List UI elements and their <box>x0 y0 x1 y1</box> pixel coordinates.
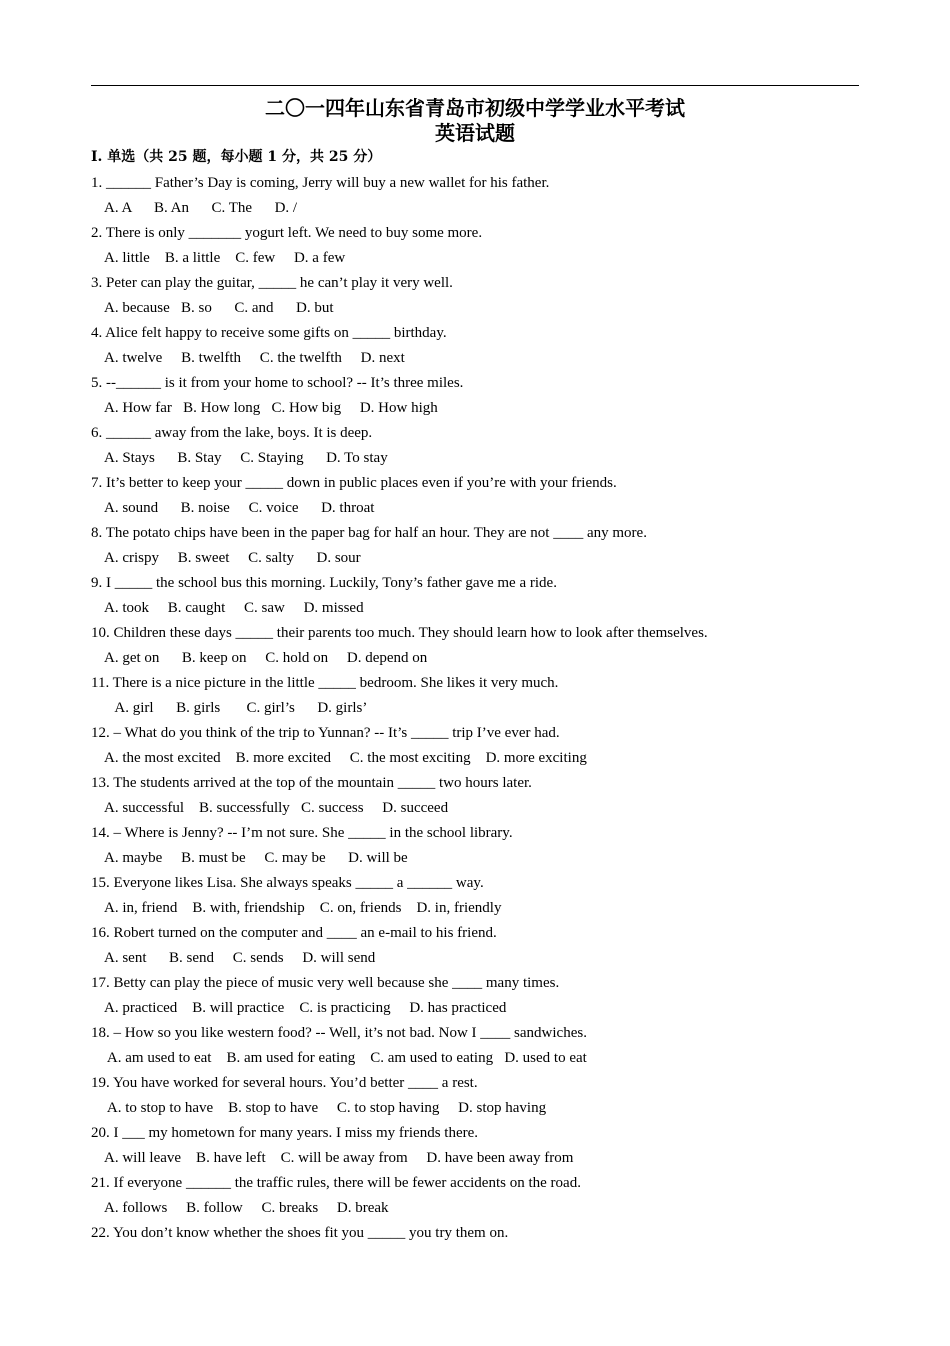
question-list <box>91 171 891 1271</box>
question-options: A. A B. An C. The D. / <box>104 200 298 216</box>
question-item <box>91 721 891 771</box>
header-rule <box>91 85 859 86</box>
question-options: A. practiced B. will practice C. is practicing D. has practiced <box>104 1000 507 1016</box>
question-item <box>91 671 891 721</box>
question-stem: 13. The students arrived at the top of the mountain _____ two hours later. <box>91 775 532 791</box>
question-options: A. because B. so C. and D. but <box>104 300 334 316</box>
question-stem: 4. Alice felt happy to receive some gifts on _____ birthday. <box>91 325 447 341</box>
question-stem: 16. Robert turned on the computer and ____ an e-mail to his friend. <box>91 925 497 941</box>
question-item <box>91 521 891 571</box>
question-stem: 12. – What do you think of the trip to Yunnan? -- It’s _____ trip I’ve ever had. <box>91 725 560 741</box>
question-item <box>91 1171 891 1221</box>
question-options: A. in, friend B. with, friendship C. on, friends D. in, friendly <box>104 900 502 916</box>
question-stem: 3. Peter can play the guitar, _____ he can’t play it very well. <box>91 275 453 291</box>
question-item <box>91 271 891 321</box>
question-options: A. Stays B. Stay C. Staying D. To stay <box>104 450 388 466</box>
question-stem: 15. Everyone likes Lisa. She always speaks _____ a ______ way. <box>91 875 484 891</box>
question-item <box>91 921 891 971</box>
question-stem: 14. – Where is Jenny? -- I’m not sure. She _____ in the school library. <box>91 825 513 841</box>
question-options: A. follows B. follow C. breaks D. break <box>104 1200 389 1216</box>
question-options: A. crispy B. sweet C. salty D. sour <box>104 550 361 566</box>
question-item <box>91 371 891 421</box>
question-item <box>91 1221 891 1271</box>
question-options: A. twelve B. twelfth C. the twelfth D. next <box>104 350 405 366</box>
question-item <box>91 821 891 871</box>
question-stem: 18. – How so you like western food? -- Well, it’s not bad. Now I ____ sandwiches. <box>91 1025 587 1041</box>
question-item <box>91 971 891 1021</box>
question-options: A. maybe B. must be C. may be D. will be <box>104 850 408 866</box>
question-options: A. How far B. How long C. How big D. How high <box>104 400 438 416</box>
question-stem: 1. ______ Father’s Day is coming, Jerry will buy a new wallet for his father. <box>91 175 550 191</box>
exam-subtitle: 英语试题 <box>435 121 515 145</box>
question-stem: 19. You have worked for several hours. You’d better ____ a rest. <box>91 1075 478 1091</box>
question-item <box>91 1121 891 1171</box>
question-stem: 17. Betty can play the piece of music very well because she ____ many times. <box>91 975 560 991</box>
question-stem: 6. ______ away from the lake, boys. It is deep. <box>91 425 373 441</box>
question-stem: 9. I _____ the school bus this morning. Luckily, Tony’s father gave me a ride. <box>91 575 557 591</box>
question-options: A. to stop to have B. stop to have C. to stop having D. stop having <box>104 1100 547 1116</box>
question-options: A. girl B. girls C. girl’s D. girls’ <box>104 700 368 716</box>
question-stem: 10. Children these days _____ their parents too much. They should learn how to look after themselves. <box>91 625 708 641</box>
question-options: A. little B. a little C. few D. a few <box>104 250 346 266</box>
question-stem: 7. It’s better to keep your _____ down in public places even if you’re with your friends. <box>91 475 617 491</box>
question-options: A. will leave B. have left C. will be away from D. have been away from <box>104 1150 574 1166</box>
question-item <box>91 621 891 671</box>
question-options: A. successful B. successfully C. success D. succeed <box>104 800 449 816</box>
question-options: A. get on B. keep on C. hold on D. depend on <box>104 650 428 666</box>
question-options: A. the most excited B. more excited C. the most exciting D. more exciting <box>104 750 587 766</box>
question-item <box>91 771 891 821</box>
question-item <box>91 321 891 371</box>
question-item <box>91 471 891 521</box>
question-stem: 22. You don’t know whether the shoes fit you _____ you try them on. <box>91 1225 509 1241</box>
question-options: A. sent B. send C. sends D. will send <box>104 950 376 966</box>
question-stem: 8. The potato chips have been in the paper bag for half an hour. They are not ____ any more. <box>91 525 647 541</box>
question-stem: 11. There is a nice picture in the little _____ bedroom. She likes it very much. <box>91 675 559 691</box>
question-stem: 21. If everyone ______ the traffic rules, there will be fewer accidents on the road. <box>91 1175 581 1191</box>
question-item <box>91 421 891 471</box>
question-item <box>91 871 891 921</box>
question-stem: 2. There is only _______ yogurt left. We need to buy some more. <box>91 225 483 241</box>
question-options: A. took B. caught C. saw D. missed <box>104 600 364 616</box>
section-heading: I. 单选（共 25 题，每小题 1 分，共 25 分） <box>91 149 382 165</box>
exam-title: 二〇一四年山东省青岛市初级中学学业水平考试 <box>265 96 685 120</box>
question-options: A. am used to eat B. am used for eating C. am used to eating D. used to eat <box>104 1050 587 1066</box>
question-item <box>91 1021 891 1071</box>
question-stem: 20. I ___ my hometown for many years. I miss my friends there. <box>91 1125 479 1141</box>
question-item <box>91 221 891 271</box>
question-options: A. sound B. noise C. voice D. throat <box>104 500 375 516</box>
question-stem: 5. --______ is it from your home to school? -- It’s three miles. <box>91 375 464 391</box>
question-item <box>91 1071 891 1121</box>
question-item <box>91 571 891 621</box>
question-item <box>91 171 891 221</box>
